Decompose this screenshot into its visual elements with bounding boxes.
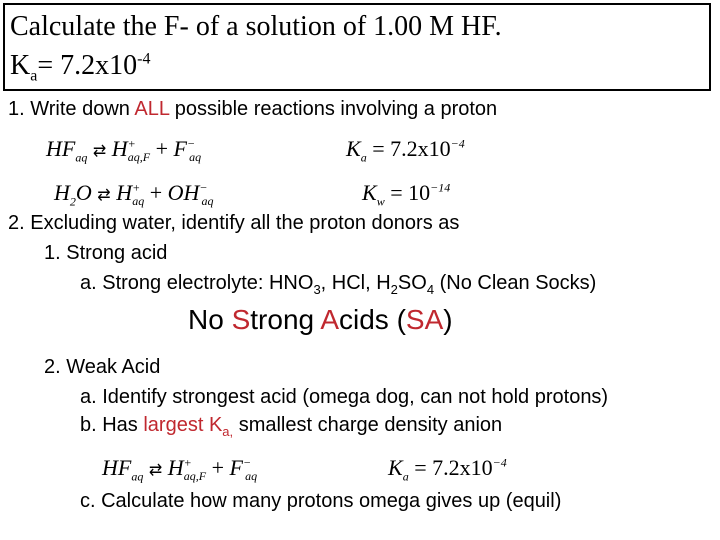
step-2-heading: 2. Excluding water, identify all the proton donors as [8,212,460,234]
equilibrium-arrow-icon: ⇄ [148,462,163,479]
weak-acid-item-a: a. Identify strongest acid (omega dog, can not hold protons) [80,386,609,408]
weak-acid-item-c: c. Calculate how many protons omega gives up (equil) [80,490,562,512]
step-1-highlight: ALL [134,98,170,120]
equation-hf-dissociation: $HF_{aq}$ ⇄ $H^+_{aq,F} + F^-_{aq}$ [46,136,202,165]
equation-kw: $K_w = 10^{-14}$ [362,180,451,209]
strong-acid-heading: 1. Strong acid [44,242,168,264]
equation-hf-repeat: $HF_{aq}$ ⇄ $H^+_{aq,F} + F^-_{aq}$ [102,455,258,484]
equation-water-dissociation: $H_2O$ ⇄ $H^+_{aq} + OH^-_{aq}$ [54,180,214,209]
title-box [3,3,711,91]
weak-acid-item-b: b. Has largest $K_{a,}$ smallest charge density anion [80,414,503,439]
title-line-2: $K_a= 7.2x10^{-4}$ [10,50,151,85]
strong-electrolyte-line: a. Strong electrolyte: $HNO_3$, HCl, $H_2SO_4$ (No Clean Socks) [80,272,597,297]
equilibrium-arrow-icon: ⇄ [92,143,107,160]
equation-ka-repeat: $K_a = 7.2x10^{-4}$ [388,455,507,484]
title-line-1: Calculate the F- of a solution of 1.00 M HF. [10,11,502,42]
step-1-text: 1. Write down ALL possible reactions involving a proton [8,98,498,120]
weak-acid-heading: 2. Weak Acid [44,356,161,378]
equilibrium-arrow-icon: ⇄ [97,187,111,204]
no-strong-acids-callout: No Strong Acids (SA) [188,304,453,335]
equation-ka: $K_a = 7.2x10^{-4}$ [346,136,465,165]
